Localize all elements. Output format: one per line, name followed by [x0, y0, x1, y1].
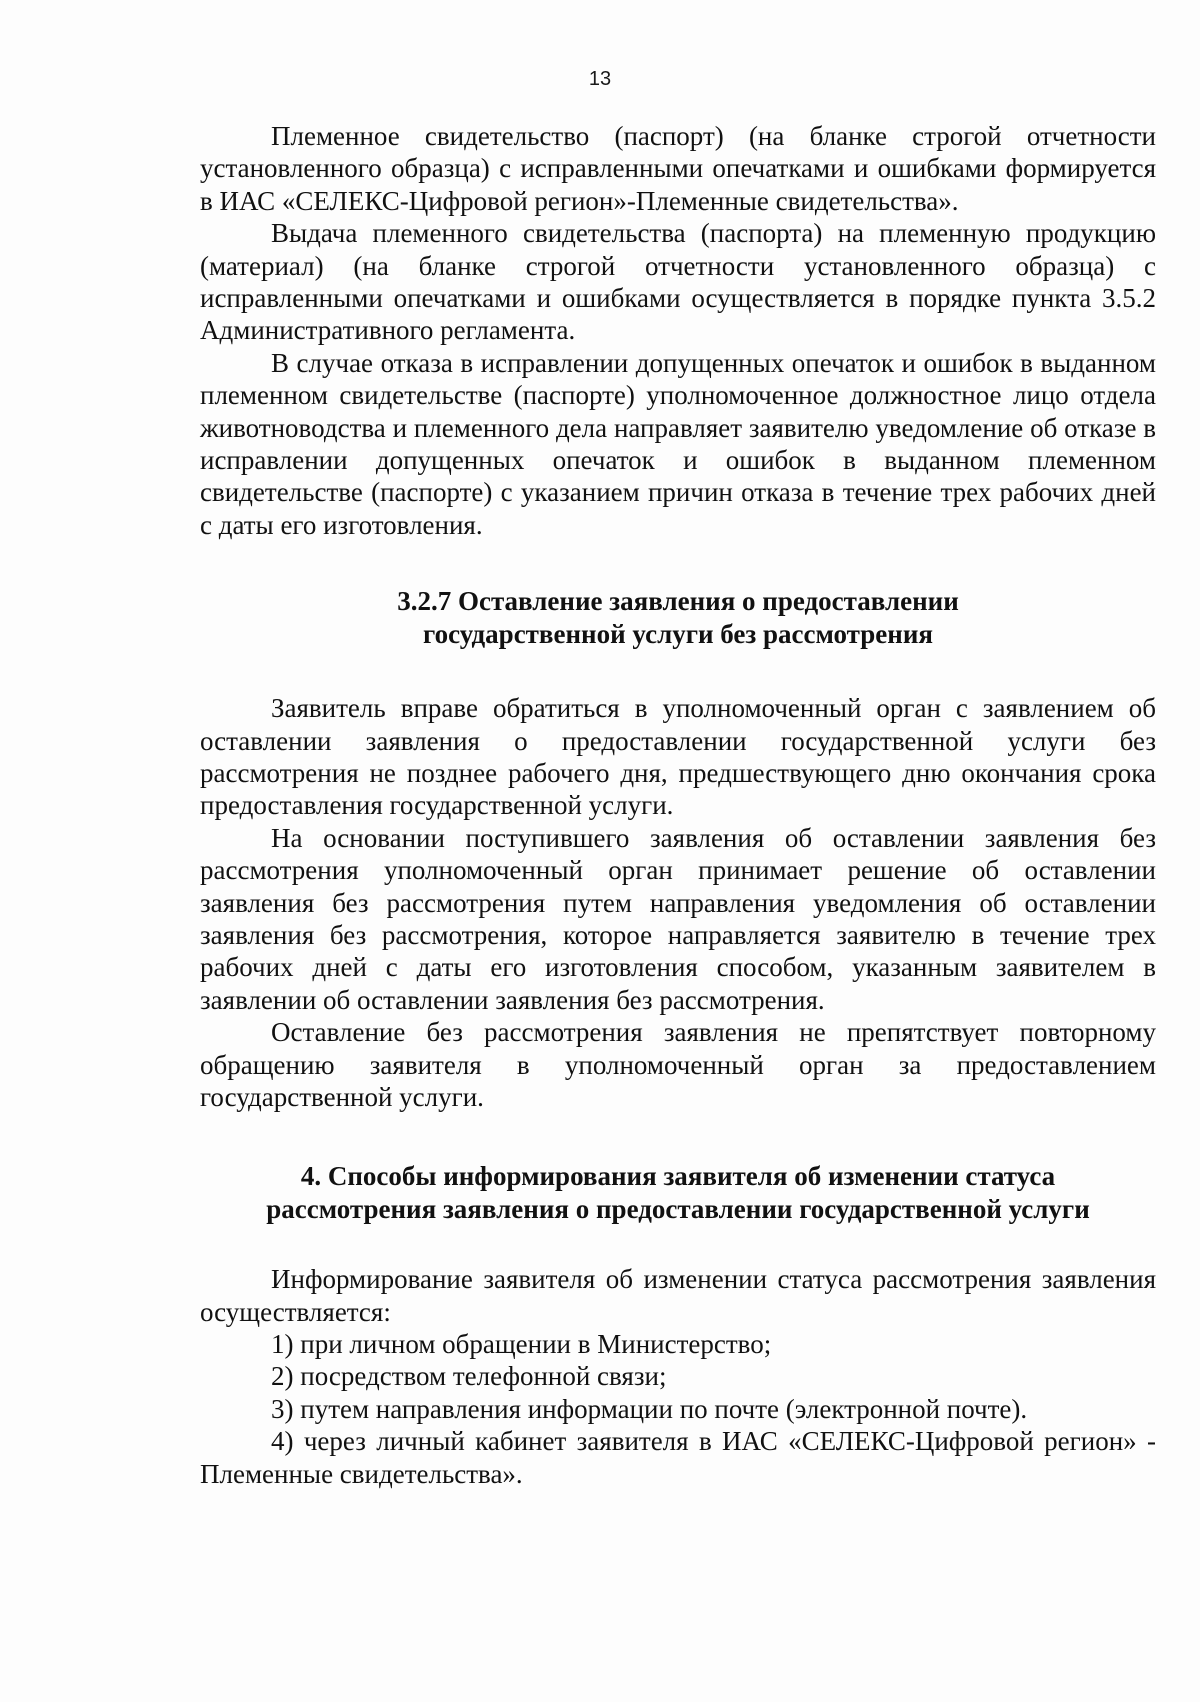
list-item-phone: 2) посредством телефонной связи;	[271, 1361, 667, 1392]
section-heading-3-2-7-line1: 3.2.7 Оставление заявления о предоставлении	[397, 586, 959, 617]
list-item-personal-visit: 1) при личном обращении в Министерство;	[271, 1329, 772, 1359]
section-heading-4	[200, 1160, 1156, 1225]
paragraph-passport-formed: Племенное свидетельство (паспорт) (на бланке строгой отчетности установленного образца) с исправленными опечатками и ошибками формируется в ИАС «СЕЛЕКС-Цифровой регион»-Племенные свидетельства».	[200, 121, 1156, 216]
page-number: 13	[588, 68, 612, 90]
section-heading-4-line1: 4. Способы информирования заявителя об изменении статуса	[300, 1161, 1056, 1192]
paragraph-decision-basis: На основании поступившего заявления об оставлении заявления без рассмотрения уполномоченный орган принимает решение об оставлении заявления без рассмотрения путем направления уведомления об оставлении заявления без рассмотрения, которое направляется заявителю в течение трех рабочих дней с даты его изготовления способом, указанным заявителем в заявлении об оставлении заявления без рассмотрения.	[200, 822, 1156, 1015]
section-heading-4-line2: рассмотрения заявления о предоставлении государственной услуги	[266, 1193, 1090, 1224]
paragraph-refusal-correction: В случае отказа в исправлении допущенных опечаток и ошибок в выданном племенном свидетельстве (паспорте) уполномоченное должностное лицо отдела животноводства и племенного дела направляет заявителю уведомление об отказе в исправлении допущенных опечаток и ошибок в выданном племенном свидетельстве (паспорте) с указанием причин отказа в течение трех рабочих дней с даты его изготовления.	[200, 347, 1156, 540]
paragraph-applicant-right: Заявитель вправе обратиться в уполномоченный орган с заявлением об оставлении заявления о предоставлении государственной услуги без рассмотрения не позднее рабочего дня, предшествующего дню окончания срока предоставления государственной услуги.	[200, 693, 1156, 821]
list-item-mail: 3) путем направления информации по почте (электронной почте).	[271, 1393, 1028, 1424]
paragraph-informing-intro: Информирование заявителя об изменении статуса рассмотрения заявления осуществляется:	[200, 1264, 1156, 1327]
paragraph-passport-issue: Выдача племенного свидетельства (паспорта) на племенную продукцию (материал) (на бланке строгой отчетности установленного образца) с исправленными опечатками и ошибками осуществляется в порядке пункта 3.5.2 Административного регламента.	[200, 218, 1156, 346]
document-body	[200, 120, 1156, 1490]
section-heading-3-2-7	[200, 585, 1156, 650]
list-item-personal-cabinet: 4) через личный кабинет заявителя в ИАС «СЕЛЕКС-Цифровой регион» - Племенные свидетельства».	[200, 1426, 1156, 1489]
section-heading-3-2-7-line2: государственной услуги без рассмотрения	[423, 618, 933, 649]
paragraph-no-obstacle: Оставление без рассмотрения заявления не препятствует повторному обращению заявителя в уполномоченный орган за предоставлением государственной услуги.	[200, 1017, 1156, 1112]
